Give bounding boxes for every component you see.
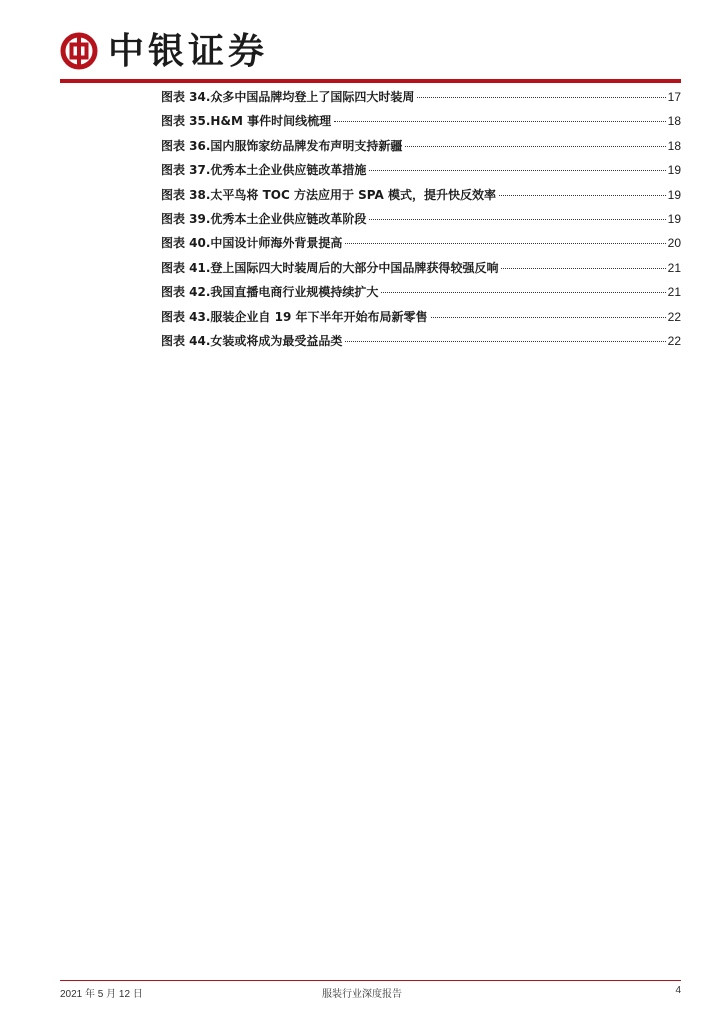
header-divider	[60, 79, 681, 83]
toc-item[interactable]	[161, 186, 681, 210]
toc-leader	[369, 219, 665, 220]
toc-item-title: 图表 39.优秀本土企业供应链改革阶段	[161, 211, 367, 226]
toc-item-title: 图表 34.众多中国品牌均登上了国际四大时装周	[161, 90, 415, 104]
toc-item[interactable]	[161, 308, 681, 332]
toc-item[interactable]	[161, 234, 681, 258]
toc-item-page: 22	[667, 333, 681, 348]
toc-item-page: 21	[667, 285, 681, 300]
toc-item[interactable]	[161, 332, 681, 356]
toc-leader	[345, 341, 665, 342]
toc-leader	[334, 121, 666, 122]
toc-leader	[431, 317, 666, 318]
toc-leader	[345, 243, 665, 244]
toc-item-page: 18	[667, 138, 681, 153]
toc-leader	[369, 170, 665, 171]
toc-item-page: 21	[667, 260, 681, 275]
toc-item-page: 17	[667, 90, 681, 104]
toc-item-title: 图表 41.登上国际四大时装周后的大部分中国品牌获得较强反响	[161, 260, 499, 275]
footer-report-title: 服装行业深度报告	[322, 989, 402, 1000]
toc-item-title: 图表 36.国内服饰家纺品牌发布声明支持新疆	[161, 138, 403, 153]
toc-item-page: 22	[667, 309, 681, 324]
toc-item-page: 20	[667, 236, 681, 251]
toc-item-title: 图表 37.优秀本土企业供应链改革措施	[161, 163, 367, 178]
brand-name: 中银证券	[108, 30, 269, 72]
toc-item-page: 19	[667, 187, 681, 202]
toc-item-page: 18	[667, 114, 681, 129]
toc-item-title: 图表 38.太平鸟将 TOC 方法应用于 SPA 模式，提升快反效率	[161, 187, 496, 202]
toc-item-title: 图表 40.中国设计师海外背景提高	[161, 236, 343, 251]
footer-divider	[60, 980, 681, 981]
toc-item-title: 图表 44.女装或将成为最受益品类	[161, 333, 343, 348]
toc-item[interactable]	[161, 210, 681, 234]
toc-item[interactable]	[161, 161, 681, 185]
toc-item[interactable]	[161, 88, 681, 112]
page-header	[60, 26, 680, 76]
toc-item-page: 19	[667, 211, 681, 226]
figure-list	[161, 88, 681, 356]
bank-of-china-logo-icon	[60, 32, 98, 70]
toc-item-title: 图表 35.H&M 事件时间线梳理	[161, 114, 332, 129]
footer-date: 2021 年 5 月 12 日	[60, 989, 143, 1000]
toc-leader	[417, 97, 665, 98]
toc-item-title: 图表 43.服装企业自 19 年下半年开始布局新零售	[161, 309, 428, 324]
toc-leader	[381, 292, 665, 293]
toc-item[interactable]	[161, 259, 681, 283]
toc-item[interactable]	[161, 112, 681, 136]
toc-leader	[405, 146, 665, 147]
toc-item-page: 19	[667, 163, 681, 178]
toc-item[interactable]	[161, 283, 681, 307]
toc-item-title: 图表 42.我国直播电商行业规模持续扩大	[161, 285, 379, 300]
footer-page-number: 4	[675, 985, 681, 996]
toc-leader	[501, 268, 665, 269]
toc-item[interactable]	[161, 137, 681, 161]
toc-leader	[499, 195, 666, 196]
